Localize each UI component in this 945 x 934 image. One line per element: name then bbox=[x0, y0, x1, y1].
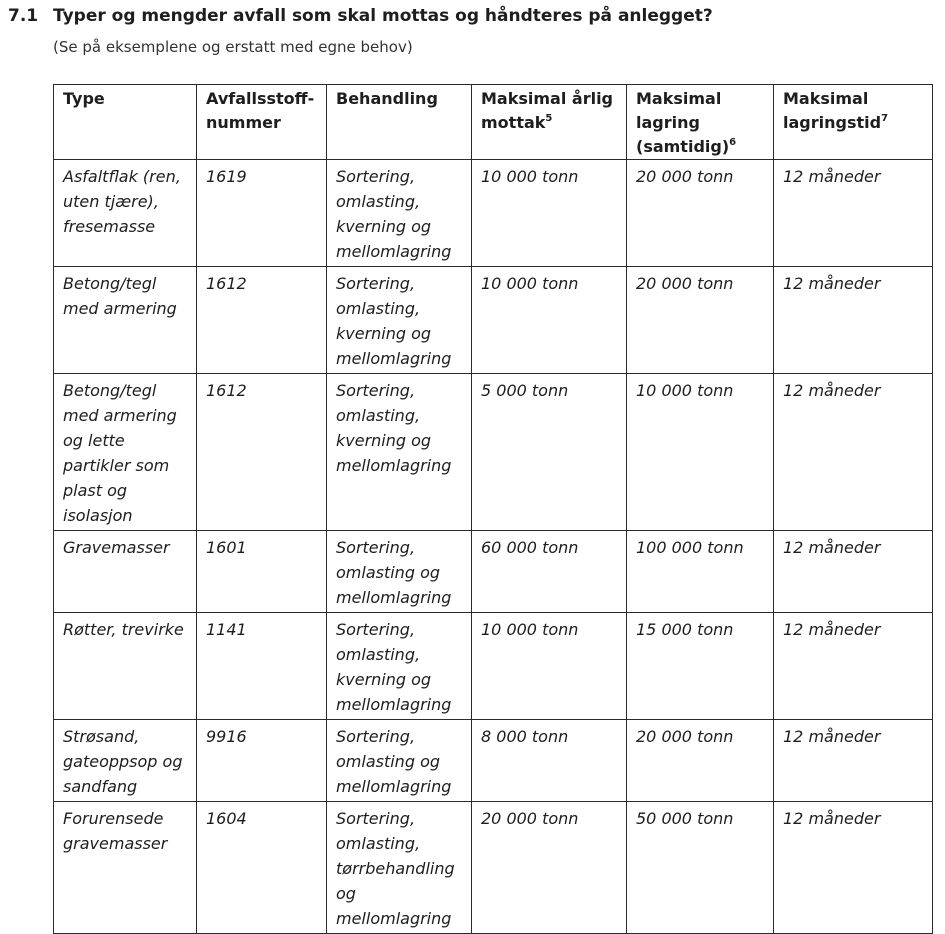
cell-treatment: Sortering, omlasting, kverning og mellomlagring bbox=[327, 613, 472, 720]
table-row bbox=[54, 267, 933, 374]
cell-max-storage: 20 000 tonn bbox=[627, 160, 774, 267]
cell-treatment: Sortering, omlasting, kverning og mellomlagring bbox=[327, 160, 472, 267]
header-max-storage-time: Maksimal lagringstid$^7$ bbox=[774, 85, 933, 160]
cell-type: Betong/tegl med armering bbox=[54, 267, 197, 374]
cell-waste-number: 1604 bbox=[197, 802, 327, 934]
section-subtitle: (Se på eksemplene og erstatt med egne behov) bbox=[53, 38, 413, 56]
cell-waste-number: 1619 bbox=[197, 160, 327, 267]
footnote-ref-7: 7 bbox=[881, 113, 889, 124]
section-number: 7.1 bbox=[8, 6, 39, 26]
cell-annual-intake: 10 000 tonn bbox=[472, 267, 627, 374]
cell-max-storage: 20 000 tonn bbox=[627, 267, 774, 374]
cell-storage-time: 12 måneder bbox=[774, 720, 933, 802]
header-row bbox=[54, 85, 933, 160]
cell-treatment: Sortering, omlasting, kverning og mellomlagring bbox=[327, 267, 472, 374]
cell-annual-intake: 8 000 tonn bbox=[472, 720, 627, 802]
cell-waste-number: 1601 bbox=[197, 531, 327, 613]
cell-storage-time: 12 måneder bbox=[774, 374, 933, 531]
cell-storage-time: 12 måneder bbox=[774, 531, 933, 613]
cell-type: Forurensede gravemasser bbox=[54, 802, 197, 934]
section-title: Typer og mengder avfall som skal mottas og håndteres på anlegget? bbox=[53, 6, 713, 26]
cell-type: Asfaltflak (ren, uten tjære), fresemasse bbox=[54, 160, 197, 267]
cell-treatment: Sortering, omlasting og mellomlagring bbox=[327, 720, 472, 802]
cell-storage-time: 12 måneder bbox=[774, 267, 933, 374]
cell-storage-time: 12 måneder bbox=[774, 613, 933, 720]
cell-waste-number: 1612 bbox=[197, 374, 327, 531]
cell-waste-number: 9916 bbox=[197, 720, 327, 802]
table-row bbox=[54, 720, 933, 802]
header-type: Type bbox=[54, 85, 197, 160]
cell-max-storage: 15 000 tonn bbox=[627, 613, 774, 720]
cell-storage-time: 12 måneder bbox=[774, 160, 933, 267]
cell-treatment: Sortering, omlasting, tørrbehandling og mellomlagring bbox=[327, 802, 472, 934]
cell-annual-intake: 10 000 tonn bbox=[472, 160, 627, 267]
cell-annual-intake: 60 000 tonn bbox=[472, 531, 627, 613]
cell-type: Gravemasser bbox=[54, 531, 197, 613]
cell-waste-number: 1612 bbox=[197, 267, 327, 374]
cell-storage-time: 12 måneder bbox=[774, 802, 933, 934]
cell-treatment: Sortering, omlasting, kverning og mellomlagring bbox=[327, 374, 472, 531]
cell-annual-intake: 20 000 tonn bbox=[472, 802, 627, 934]
table-row bbox=[54, 374, 933, 531]
table-row bbox=[54, 160, 933, 267]
table-row bbox=[54, 802, 933, 934]
cell-annual-intake: 5 000 tonn bbox=[472, 374, 627, 531]
header-treatment: Behandling bbox=[327, 85, 472, 160]
cell-annual-intake: 10 000 tonn bbox=[472, 613, 627, 720]
section-heading bbox=[8, 6, 713, 26]
cell-max-storage: 50 000 tonn bbox=[627, 802, 774, 934]
cell-type: Betong/tegl med armering og lette partikler som plast og isolasjon bbox=[54, 374, 197, 531]
cell-treatment: Sortering, omlasting og mellomlagring bbox=[327, 531, 472, 613]
cell-type: Røtter, trevirke bbox=[54, 613, 197, 720]
header-max-annual-intake: Maksimal årlig mottak$^5$ bbox=[472, 85, 627, 160]
table-row bbox=[54, 531, 933, 613]
header-waste-number: Avfallsstoff-nummer bbox=[197, 85, 327, 160]
header-max-storage: Maksimal lagring (samtidig)$^6$ bbox=[627, 85, 774, 160]
cell-max-storage: 10 000 tonn bbox=[627, 374, 774, 531]
cell-type: Strøsand, gateoppsop og sandfang bbox=[54, 720, 197, 802]
footnote-ref-6: 6 bbox=[729, 137, 737, 148]
cell-waste-number: 1141 bbox=[197, 613, 327, 720]
cell-max-storage: 100 000 tonn bbox=[627, 531, 774, 613]
cell-max-storage: 20 000 tonn bbox=[627, 720, 774, 802]
footnote-ref-5: 5 bbox=[545, 113, 553, 124]
waste-table bbox=[53, 84, 933, 934]
table-row bbox=[54, 613, 933, 720]
